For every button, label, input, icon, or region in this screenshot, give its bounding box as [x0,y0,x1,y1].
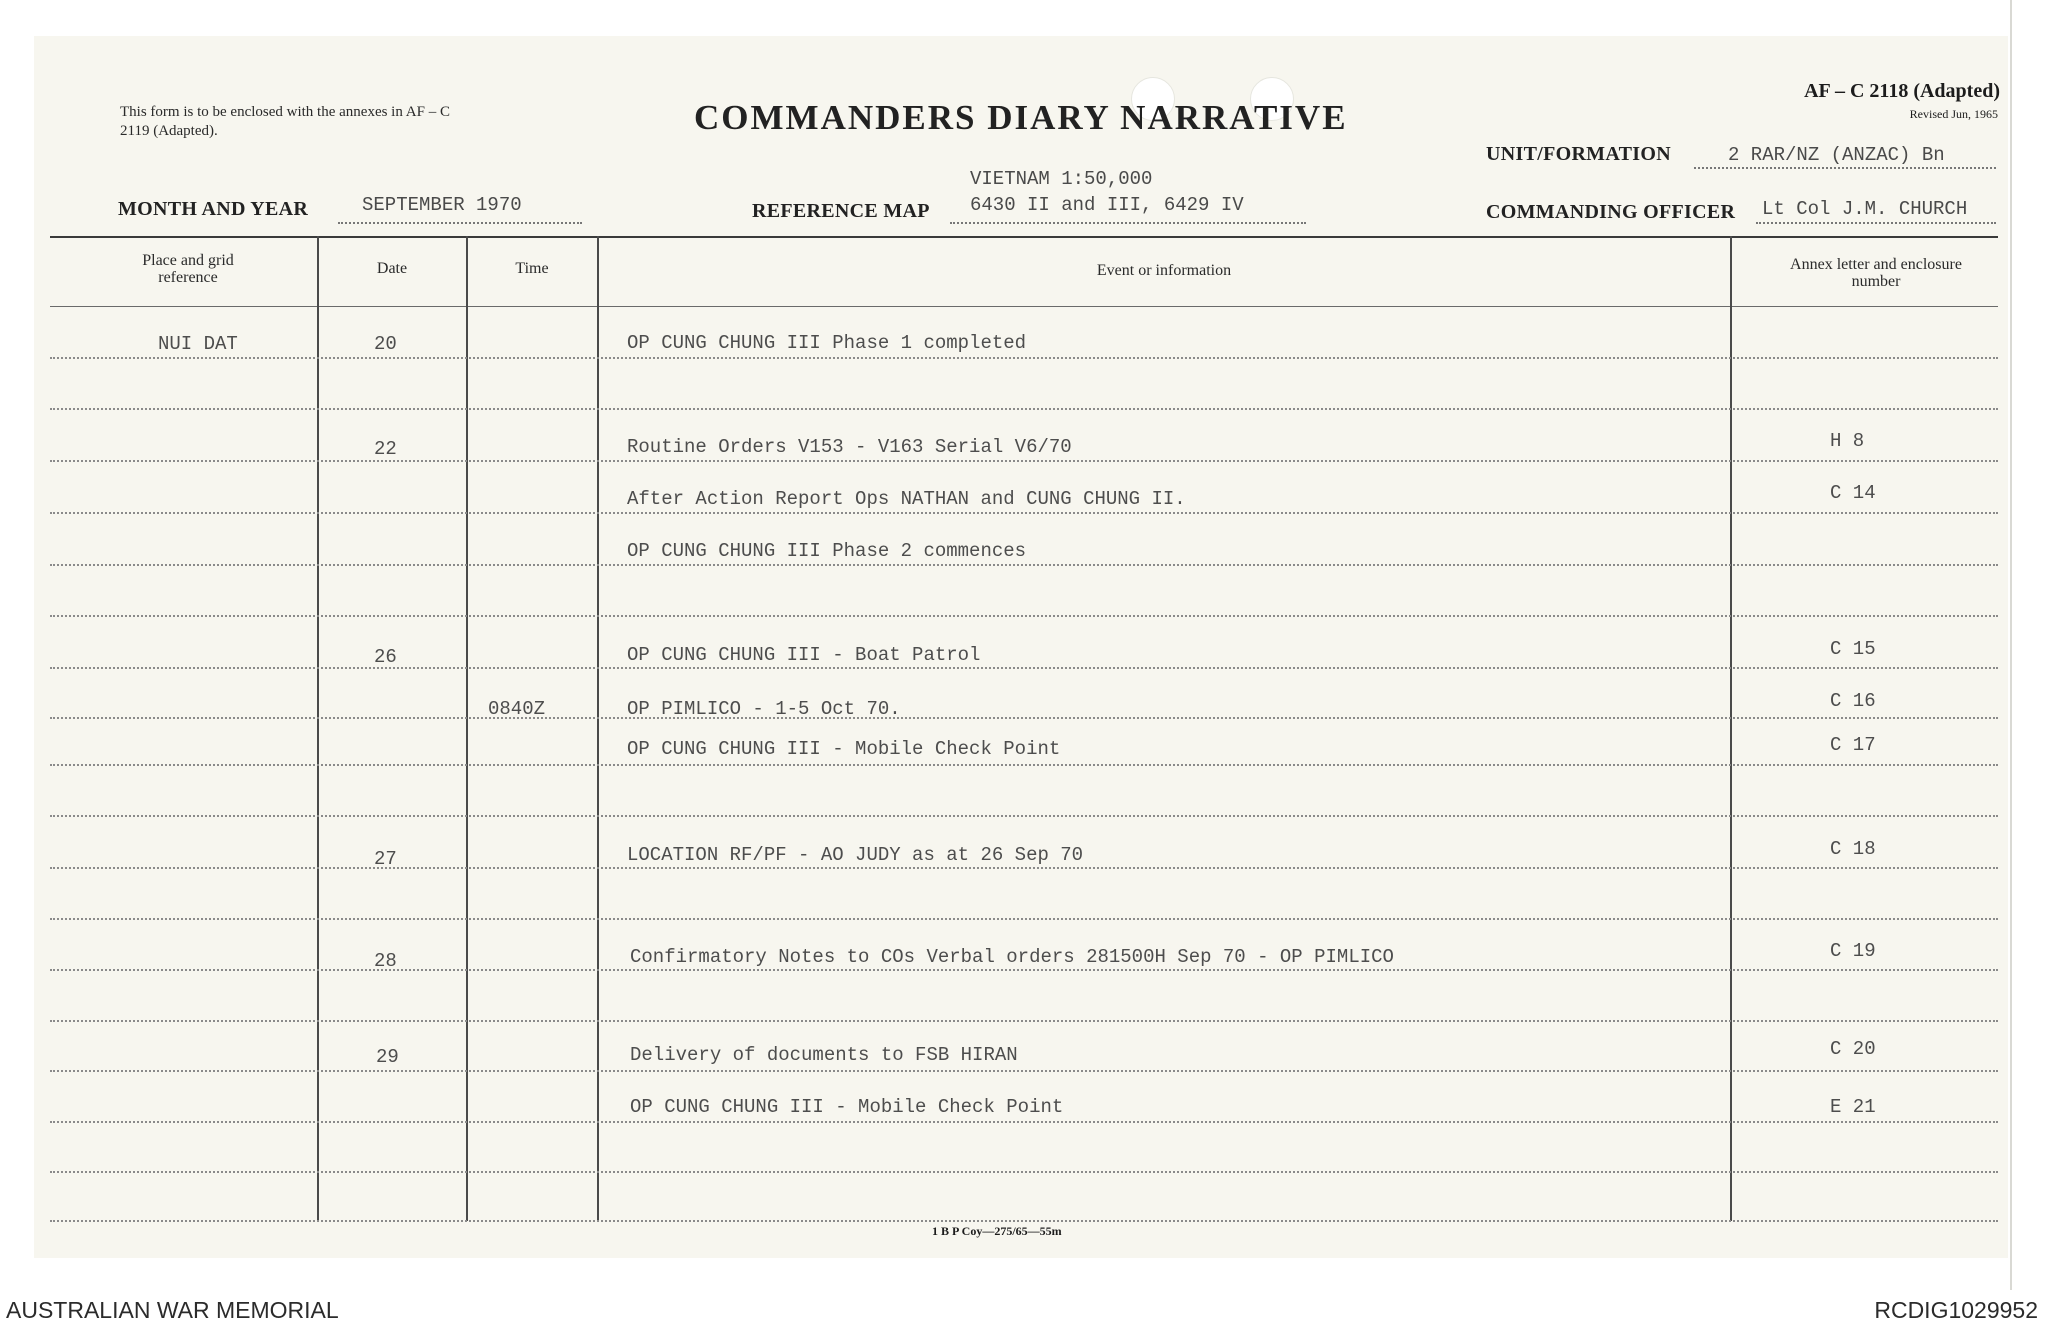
sheet-edge [2010,0,2012,1290]
record-identifier: RCDIG1029952 [1874,1297,2038,1323]
cell-annex: C 16 [1830,690,1876,712]
reference-map-label: REFERENCE MAP [752,200,930,222]
cell-date: 22 [374,438,397,460]
cell-date: 26 [374,646,397,668]
column-header-time: Time [515,260,549,277]
rule-line [50,667,1998,669]
month-year-label: MONTH AND YEAR [118,198,309,220]
printer-imprint: 1 B P Coy—275/65—55m [932,1224,1062,1238]
cell-date: 20 [374,333,397,355]
rule-line [50,512,1998,514]
cell-annex: E 21 [1830,1096,1876,1118]
rule-line [50,615,1998,617]
rule-line [50,408,1998,410]
reference-map-sheets: 6430 II and III, 6429 IV [970,194,1244,216]
col-divider-place [317,236,319,1221]
cell-date: 28 [374,950,397,972]
cell-annex: H 8 [1830,430,1865,452]
archive-credit: AUSTRALIAN WAR MEMORIAL [6,1297,339,1323]
column-header-date: Date [376,260,408,277]
cell-event: LOCATION RF/PF - AO JUDY as at 26 Sep 70 [627,844,1084,866]
cell-date: 27 [374,848,397,870]
rule-line [50,717,1998,719]
unit-value: 2 RAR/NZ (ANZAC) Bn [1728,144,1945,166]
table-header-rule [50,306,1998,307]
cell-event: OP CUNG CHUNG III Phase 2 commences [627,540,1027,562]
col-divider-time [597,236,599,1221]
col-divider-event [1730,236,1732,1221]
cell-annex: C 19 [1830,940,1876,962]
form-revised-date: Revised Jun, 1965 [1909,107,1998,121]
month-year-value: SEPTEMBER 1970 [362,194,522,216]
cell-annex: C 14 [1830,482,1876,504]
cell-event: OP CUNG CHUNG III - Mobile Check Point [630,1096,1064,1118]
reference-map-scale: VIETNAM 1:50,000 [970,168,1153,190]
col-divider-date [466,236,468,1221]
rule-line [50,1171,1998,1173]
cell-event: Confirmatory Notes to COs Verbal orders 281500H Sep 70 - OP PIMLICO [630,946,1394,968]
rule-line [50,764,1998,766]
commanding-officer-label: COMMANDING OFFICER [1486,201,1736,223]
rule-line [50,460,1998,462]
rule-line [50,918,1998,920]
rule-line [50,867,1998,869]
commanding-officer-value: Lt Col J.M. CHURCH [1762,198,1968,220]
cell-annex: C 18 [1830,838,1876,860]
column-header-annex: Annex letter and enclosure number [1790,256,1962,290]
cell-event: Routine Orders V153 - V163 Serial V6/70 [627,436,1072,458]
rule-line [50,564,1998,566]
rule-line [50,1121,1998,1123]
cell-event: OP CUNG CHUNG III - Boat Patrol [627,644,981,666]
cell-annex: C 17 [1830,734,1876,756]
rule-line [50,1020,1998,1022]
cell-event: OP CUNG CHUNG III Phase 1 completed [627,332,1027,354]
rule-line [50,815,1998,817]
cell-event: After Action Report Ops NATHAN and CUNG CHUNG II. [627,488,1186,510]
rule-line [50,1220,1998,1222]
cell-annex: C 15 [1830,638,1876,660]
form-title: COMMANDERS DIARY NARRATIVE [694,98,1348,137]
form-number: AF – C 2118 (Adapted) [1804,80,2000,102]
rule-line [50,1070,1998,1072]
column-header-place: Place and grid reference [142,252,234,286]
rule-line [50,357,1998,359]
cell-time: 0840Z [488,698,546,720]
cell-event: OP CUNG CHUNG III - Mobile Check Point [627,738,1061,760]
cell-event: OP PIMLICO - 1-5 Oct 70. [627,698,901,720]
unit-label: UNIT/FORMATION [1486,143,1671,165]
column-header-event: Event or information [1096,262,1232,279]
cell-annex: C 20 [1830,1038,1876,1060]
form-instruction: This form is to be enclosed with the annexes in AF – C 2119 (Adapted). [120,104,450,139]
rule-line [50,969,1998,971]
cell-date: 29 [376,1046,399,1068]
cell-event: Delivery of documents to FSB HIRAN [630,1044,1018,1066]
cell-place: NUI DAT [158,333,238,355]
table-top-rule [50,236,1998,238]
